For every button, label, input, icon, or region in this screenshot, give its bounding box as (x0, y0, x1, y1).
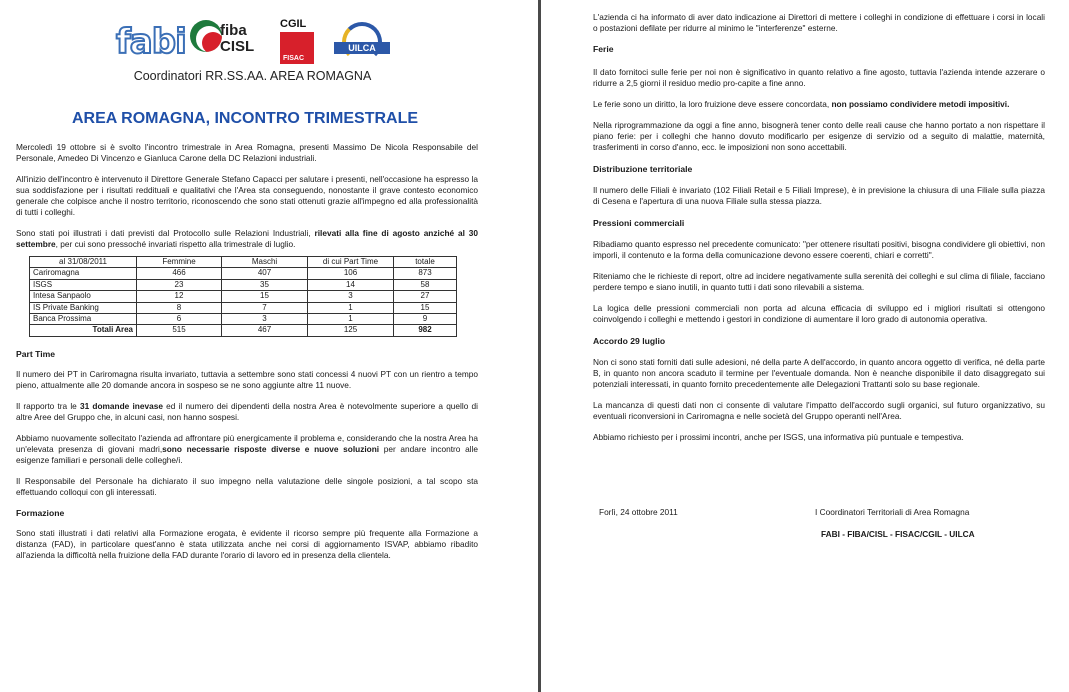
right-page (541, 0, 1069, 692)
table-header-cell: Maschi (222, 257, 308, 268)
intro-paragraph-3: Sono stati poi illustrati i dati previsti dal Protocollo sulle Relazioni Industriali, rilevati alla fine di agosto anziché al 30 settembre, per cui sono pressoché invariati rispetto alla trimestrale di luglio. (16, 228, 478, 249)
table-cell: 3 (222, 314, 308, 325)
table-row (30, 268, 457, 279)
signature: I Coordinatori Territoriali di Area Romagna (815, 507, 970, 517)
table-cell: 15 (222, 291, 308, 302)
table-cell: ISGS (30, 279, 137, 290)
right-body (593, 12, 1045, 541)
section-title-accordo: Accordo 29 luglio (593, 336, 666, 346)
ferie-paragraph-1: Il dato fornitoci sulle ferie per noi non è significativo in quanto relativo a fine agosto, tuttavia l'azienda intende azzerare o ridurre a 2,5 giorni il residuo medio pro-capite a fine anno. (593, 67, 1045, 88)
table-cell: 873 (394, 268, 457, 279)
fiba-emblem-icon (190, 20, 222, 52)
table-header-cell: di cui Part Time (308, 257, 394, 268)
table-cell: 407 (222, 268, 308, 279)
section-title-pressioni: Pressioni commerciali (593, 218, 685, 228)
part-time-paragraph-3: Abbiamo nuovamente sollecitato l'azienda ad affrontare più energicamente il problema e, considerando che la nostra Area ha un'elevata presenza di giovani madri,sono necessarie risposte diverse e nuove soluzioni per andare incontro alle esigenze familiari e personali delle colleghe/i. (16, 432, 478, 465)
table-cell: 106 (308, 268, 394, 279)
table-cell: 27 (394, 291, 457, 302)
staff-table (29, 256, 457, 337)
table-cell: Totali Area (30, 325, 137, 336)
intro-paragraph-1: Mercoledì 19 ottobre si è svolto l'incontro trimestrale in Area Romagna, presenti Massimo De Nicola Responsabile del Personale, Amedeo Di Vincenzo e Gianluca Carone della DC Relazioni industriali. (16, 142, 478, 163)
table-cell: 12 (137, 291, 222, 302)
cgil-fisac-logo: CGIL FISAC (280, 18, 320, 66)
table-cell: 1 (308, 302, 394, 313)
formazione-paragraph-2: L'azienda ci ha informato di aver dato indicazione ai Direttori di mettere i colleghi in condizione di effettuare i corsi in locali o postazioni defilate per ridurre al minimo le "interferenze" esterne. (593, 12, 1045, 33)
section-title-formazione: Formazione (16, 507, 65, 518)
table-cell: 466 (137, 268, 222, 279)
table-cell: IS Private Banking (30, 302, 137, 313)
table-cell: 125 (308, 325, 394, 336)
accordo-paragraph-3: Abbiamo richiesto per i prossimi incontri, anche per ISGS, una informativa più puntuale e tempestiva. (593, 432, 964, 442)
place-date: Forlì, 24 ottobre 2011 (599, 507, 678, 517)
distribuzione-paragraph-1: Il numero delle Filiali è invariato (102 Filiali Retail e 5 Filiali Imprese), è in previsione la chiusura di una Filiale sulla piazza di Cesena e l'apertura di una nuova Filiale sulla stessa piazza. (593, 185, 1045, 206)
left-body (16, 142, 478, 561)
table-row (30, 314, 457, 325)
table-cell: 982 (394, 325, 457, 336)
table-cell: 35 (222, 279, 308, 290)
table-cell: 7 (222, 302, 308, 313)
pressioni-paragraph-1: Ribadiamo quanto espresso nel precedente comunicato: "per ottenere risultati positivi, bisogna condividere gli obiettivi, non imporli, il contenuto e la forma della comunicazione devono essere coerenti, chiari e corretti". (593, 239, 1045, 260)
table-cell: 467 (222, 325, 308, 336)
accordo-paragraph-2: La mancanza di questi dati non ci consente di valutare l'impatto dell'accordo sugli organici, sul futuro organizzativo, su eventuali riconversioni in Cariromagna e nelle società del Gruppo operanti nell'Area. (593, 400, 1045, 421)
section-title-ferie: Ferie (593, 44, 614, 54)
part-time-paragraph-4: Il Responsabile del Personale ha dichiarato il suo impegno nella valutazione delle singole posizioni, a tal scopo sta effettuando colloqui con gli interessati. (16, 475, 478, 497)
table-cell: 14 (308, 279, 394, 290)
table-header-cell: Femmine (137, 257, 222, 268)
fiba-cisl-logo: fiba CISL (190, 20, 256, 64)
fisac-box-icon: FISAC (280, 32, 314, 64)
table-cell: 515 (137, 325, 222, 336)
table-cell: 23 (137, 279, 222, 290)
table-row (30, 279, 457, 290)
table-total-row (30, 325, 457, 336)
table-cell: 8 (137, 302, 222, 313)
organizations-row (593, 529, 1045, 541)
organizations: FABI - FIBA/CISL - FISAC/CGIL - UILCA (821, 529, 975, 539)
formazione-paragraph-1: Sono stati illustrati i dati relativi alla Formazione erogata, è evidente il ricorso sempre più frequente alla Formazione a distanza (FAD), in particolare quest'anno è stata utilizzata anche nei corsi di aggiornamento ISVAP, abbiamo ribadito all'azienda la difficoltà nella fruizione della FAD durante l'orario di lavoro ed in presenza della clientela. (16, 527, 478, 560)
union-logos (116, 18, 396, 66)
table-cell: 58 (394, 279, 457, 290)
fabi-logo: fabi (116, 22, 186, 62)
pressioni-paragraph-2: Riteniamo che le richieste di report, oltre ad incidere negativamente sulla serenità dei colleghi e sul clima di filiale, facciano perdere tempo e siano inutili, in quanto tutti i dati sono rilevabili a sistema. (593, 271, 1045, 292)
coordinators-heading: Coordinatori RR.SS.AA. AREA ROMAGNA (133, 69, 372, 83)
pressioni-paragraph-3: La logica delle pressioni commerciali non porta ad alcuna efficacia di sviluppo ed i migliori risultati si ottengono coinvolgendo i colleghi e mettendo i gestori in condizione di aumentare il loro grado di autonomia operativa. (593, 303, 1045, 324)
uilca-logo: UILCA (334, 22, 390, 62)
ferie-paragraph-3: Nella riprogrammazione da oggi a fine anno, bisognerà tener conto delle reali cause che hanno portato a non rispettare il piano ferie: per i colleghi che hanno dovuto modificarlo per esigenze di servizio od a seguito di malattie, maternità, trasferimenti in corso d'anno, ecc. le imposizioni non sono accettabili. (593, 120, 1045, 152)
table-cell: 6 (137, 314, 222, 325)
table-cell: Cariromagna (30, 268, 137, 279)
page-title: AREA ROMAGNA, INCONTRO TRIMESTRALE (71, 110, 419, 127)
intro-paragraph-2: All'inizio dell'incontro è intervenuto il Direttore Generale Stefano Capacci per salutare i presenti, nell'occasione ha espresso la sua soddisfazione per i risultati reddituali e qualitativi che l'Area sta conseguendo, nonostante il grave contesto economico generale che colpisce anche il nostro territorio, riconoscendo che sono stati ottenuti grazie all'impegno ed alla professionalità di tutti i colleghi. (16, 174, 478, 217)
section-title-part-time: Part Time (16, 348, 56, 359)
accordo-paragraph-1: Non ci sono stati forniti dati sulle adesioni, né della parte A dell'accordo, in quanto ancora oggetto di verifica, né della parte B, in quanto non ancora scaduto il termine per l'eventuale domanda. Non è neanche disponibile il dato disaggregato sui potenziali interessati, in quanto fornito precedentemente alle Delegazioni Trattanti solo su base regionale. (593, 357, 1045, 389)
table-header-row (30, 257, 457, 268)
table-header-cell: al 31/08/2011 (30, 257, 137, 268)
table-header-cell: totale (394, 257, 457, 268)
table-cell: 1 (308, 314, 394, 325)
staff-table-wrapper (29, 256, 478, 337)
part-time-paragraph-1: Il numero dei PT in Cariromagna risulta invariato, tuttavia a settembre sono stati concessi 4 nuovi PT con un rientro a tempo pieno, attualmente alle 20 domande ancora in sospeso se ne sono aggiunte altre 11 nuove. (16, 368, 478, 390)
part-time-paragraph-2: Il rapporto tra le 31 domande inevase ed il numero dei dipendenti della nostra Area è notevolmente superiore a quello di altre Aree del Gruppo che, in alcuni casi, non hanno sospesi. (16, 400, 478, 422)
table-cell: 9 (394, 314, 457, 325)
ferie-paragraph-2: Le ferie sono un diritto, la loro fruizione deve essere concordata, non possiamo condividere metodi impositivi. (593, 99, 1010, 109)
table-cell: Intesa Sanpaolo (30, 291, 137, 302)
table-cell: 15 (394, 302, 457, 313)
signature-row (593, 507, 1045, 519)
table-row (30, 291, 457, 302)
section-title-distribuzione: Distribuzione territoriale (593, 164, 693, 174)
table-row (30, 302, 457, 313)
table-cell: Banca Prossima (30, 314, 137, 325)
table-cell: 3 (308, 291, 394, 302)
